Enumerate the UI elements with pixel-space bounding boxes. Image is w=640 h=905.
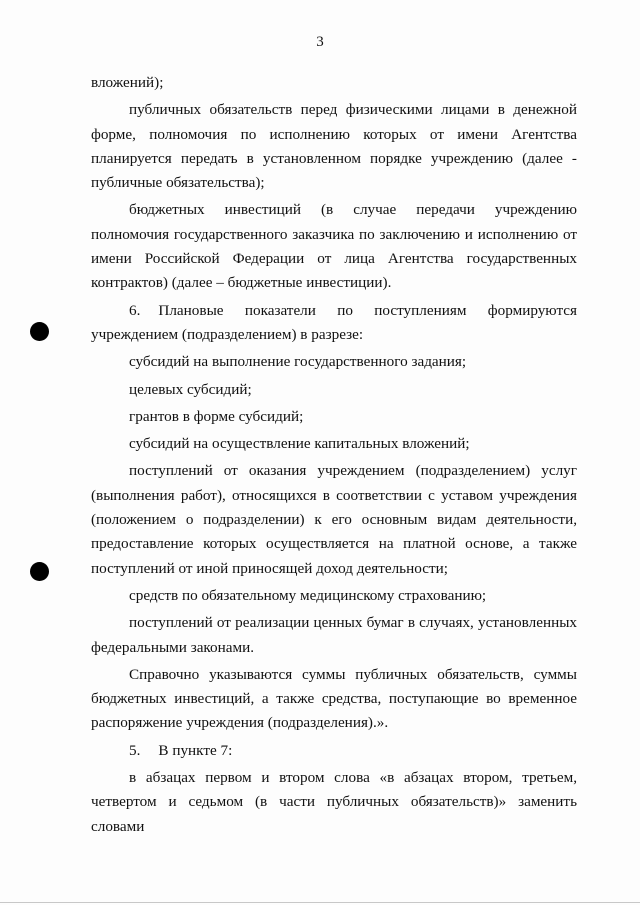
scan-edge-line [0,902,640,903]
list-item: грантов в форме субсидий; [129,407,304,425]
paragraph-item-6 [91,299,577,348]
punch-hole-upper [30,322,49,341]
paragraph-continuation: вложений); [91,74,164,91]
paragraph-reference-note: Справочно указываются суммы публичных обязательств, суммы бюджетных инвестиций, а также средства, поступающие во временное распоряжение учреждения (подразделения).». [91,665,577,732]
list-item: поступлений от реализации ценных бумаг в случаях, установленных федеральными законами. [91,614,577,656]
paragraph-public-obligations: публичных обязательств перед физическими лицами в денежной форме, полномочия по исполнению которых от имени Агентства планируется передать в установленном порядке учреждению (далее - публичные обязательства); [91,101,577,192]
list-item: субсидий на выполнение государственного задания; [129,353,467,371]
paragraph-budget-investments: бюджетных инвестиций (в случае передачи учреждению полномочия государственного заказчика по заключению и исполнению от имени Российской Федерации от лица Агентства государственных контрактов) (далее – бюджетные инвестиции). [91,201,577,292]
punch-hole-lower [30,562,49,581]
page-number: 3 [316,34,324,50]
document-body [91,71,577,839]
item-number: 5. [129,741,141,759]
item-text: В пункте 7: [158,741,233,759]
paragraph-amendment: в абзацах первом и втором слова «в абзацах втором, третьем, четвертом и седьмом (в части публичных обязательств)» заменить словами [91,769,577,835]
paragraph-item-5 [91,739,577,763]
list-item: субсидий на осуществление капитальных вложений; [129,435,470,453]
list-item: поступлений от оказания учреждением (подразделением) услуг (выполнения работ), относящихся в соответствии с уставом учреждения (положением о подразделении) к его основным видам деятельности, предоставление которых осуществляется на платной основе, а также поступлений от иной приносящей доход деятельности; [91,462,577,577]
item-number: 6. [129,301,141,319]
list-item: средств по обязательному медицинскому страхованию; [129,586,487,604]
item-text: Плановые показатели по поступлениям формируются учреждением (подразделением) в разрезе: [91,301,577,343]
list-item: целевых субсидий; [129,380,252,398]
